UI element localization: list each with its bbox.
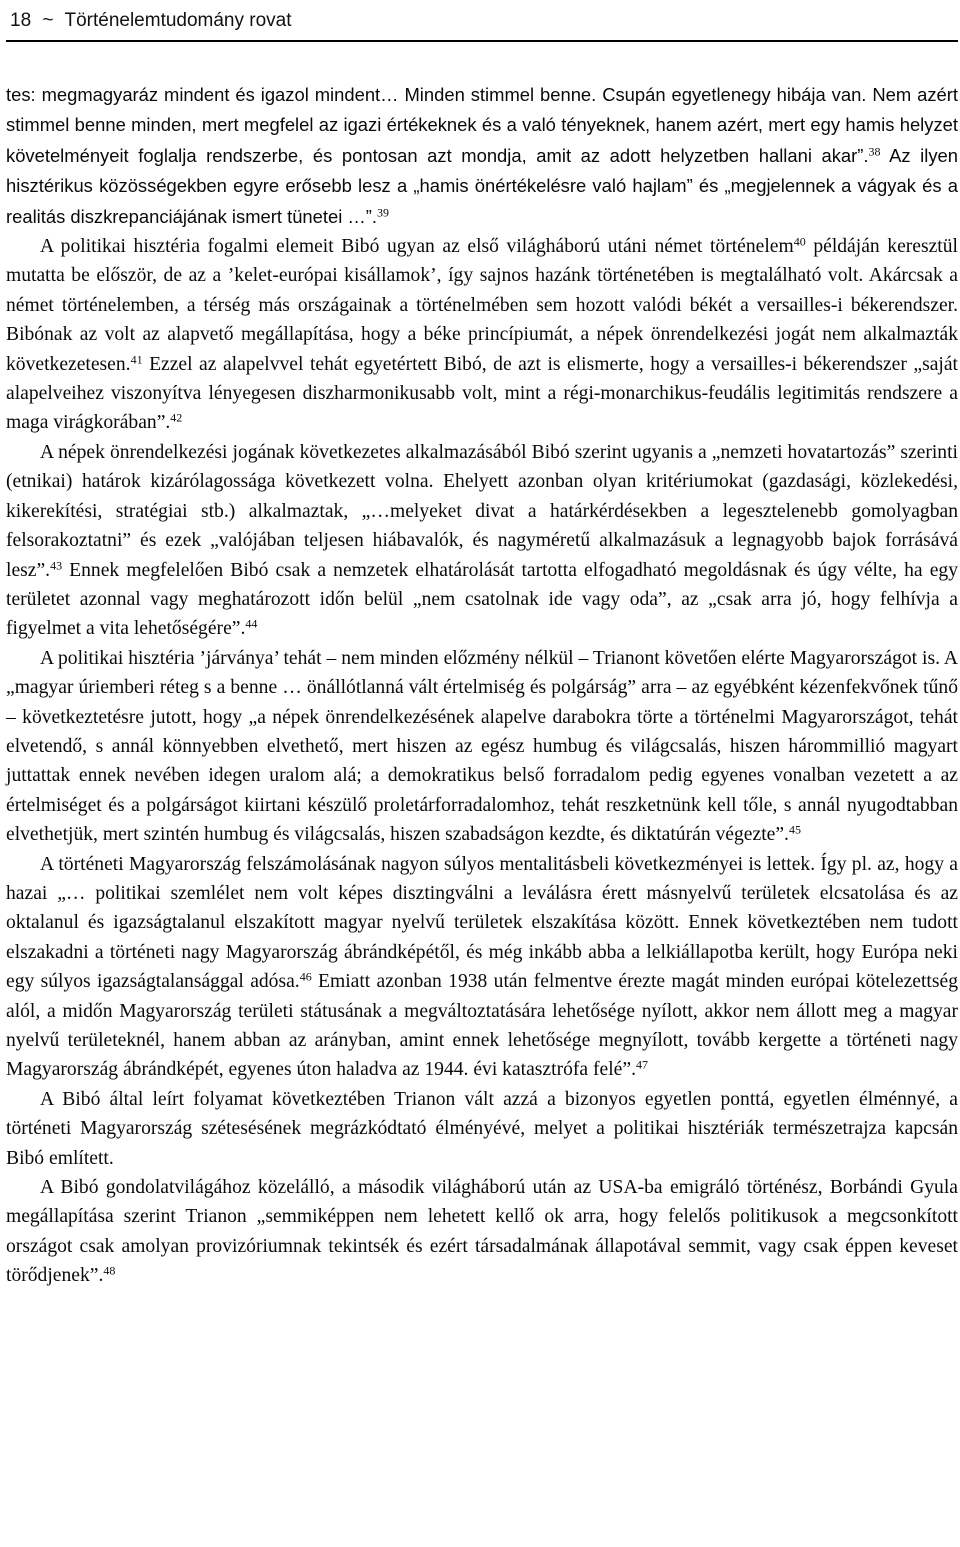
paragraph xyxy=(6,1085,958,1173)
footnote-reference: 41 xyxy=(130,352,143,367)
footnote-reference: 46 xyxy=(299,969,312,984)
footnote-reference: 44 xyxy=(245,616,258,631)
footnote-reference: 40 xyxy=(793,234,806,249)
text-run: A politikai hisztéria fogalmi elemeit Bibó ugyan az első világháború utáni német történelem xyxy=(40,236,794,258)
text-run: A történeti Magyarország felszámolásának nagyon súlyos mentalitásbeli következményei is lettek. Így pl. az, hogy a hazai „… politikai szemlélet nem volt képes disztingválni a leválásra érett másnyelvű területek elcsatolása és az oktalanul és igazságtalanul elszakított magyar nyelvű területek elszakítása között. Ennek következtében nem tudott elszakadni a történeti nagy Magyarország ábrándképétől, és még inkább abba a lelkiállapotba került, hogy Európa neki egy súlyos igazságtalansággal adósa. xyxy=(6,853,958,993)
text-run: A Bibó gondolatvilágához közelálló, a második világháború után az USA-ba emigráló történész, Borbándi Gyula megállapítása szerint Trianon „semmiképpen nem lehetett kellő ok arra, hogy felelős politikusok a megcsonkított országot csak amolyan provizóriumnak tekintsék és ezért társadalmának állapotával semmit, vagy csak éppen keveset törődjenek”. xyxy=(6,1177,958,1287)
article-body xyxy=(6,80,958,1291)
text-run: tes: megmagyaráz mindent és igazol mindent… Minden stimmel benne. Csupán egyetlenegy hibája van. Nem azért stimmel benne minden, mert megfelel az igazi értékeknek és a való tényeknek, hanem azért, mert egy hamis helyzet követelményeit foglalja rendszerbe, és pontosan azt mondja, amit az adott helyzetben hallani akar”. xyxy=(6,84,958,166)
footnote-reference: 45 xyxy=(788,822,801,837)
paragraph xyxy=(6,644,958,850)
paragraph xyxy=(6,850,958,1085)
footnote-reference: 43 xyxy=(50,557,63,572)
header-text xyxy=(10,10,292,32)
footnote-reference: 47 xyxy=(635,1057,648,1072)
text-run: Emiatt azonban 1938 után felmentve érezte magát minden európai kötelezettség alól, a midőn Magyarország területi státusának a megváltoztatására lehetősége nyílott, akkor nem állott meg a magyar nyelvű területeknél, hanem abban az arányban, amint ennek lehetősége megnyílott, tovább kergette a történeti nagy Magyarország ábrándképét, egyenes úton haladva az 1944. évi katasztrófa felé”. xyxy=(6,971,958,1081)
text-run: példáján keresztül mutatta be először, de az a ’kelet-európai kisállamok’, így sajnos hazánk történetében is megtalálható volt. Akárcsak a német történelemben, a térség más országainak a történelmében sem hozott valódi békét a versailles-i békerendszer. Bibónak az volt az alapvető megállapítása, hogy a béke princípiumát, a népek önrendelkezési jogát nem alkalmazták következetesen. xyxy=(6,236,958,375)
running-header xyxy=(6,0,958,42)
text-run: A népek önrendelkezési jogának következetes alkalmazásából Bibó szerint ugyanis a „nemzeti hovatartozás” szerinti (etnikai) határok kizárólagossága következett volna. Ehelyett azonban olyan kritériumokat (gazdasági, közlekedési, kikerekítési, stratégiai stb.) alkalmaztak, „…melyeket divat a határkérdésekben a legesztelenebb gomolyagban felsorakoztatni” és ezek „valójában teljesen hiábavalók, és nagyméretű alkalmazásuk a legnagyobb bajok forrásává lesz”. xyxy=(6,441,958,581)
paragraph xyxy=(6,1173,958,1291)
header-separator: ~ xyxy=(42,10,54,31)
text-run: Ezzel az alapelvvel tehát egyetértett Bibó, de azt is elismerte, hogy a versailles-i békerendszer „saját alapelveihez viszonyítva lényegesen diszharmonikusabb volt, mint a régi-monarchikus-feudális legitimitás rendszere a maga virágkorában”. xyxy=(6,353,958,434)
section-title: Történelemtudomány rovat xyxy=(64,10,292,31)
paragraph xyxy=(6,438,958,644)
footnote-reference: 42 xyxy=(170,410,183,425)
text-run: Az ilyen hisztérikus közösségekben egyre erősebb lesz a „hamis önértékelésre való hajlam” és „megjelennek a vágyak és a realitás diszkrepanciájának ismert tünetei …”. xyxy=(6,144,958,227)
paragraph xyxy=(6,80,958,232)
text-run: A Bibó által leírt folyamat következtében Trianon vált azzá a bizonyos egyetlen ponttá, egyetlen élménnyé, a történeti Magyarország szétesésének megrázkódtató élményévé, melyet a politikai hisztériák természetrajza kapcsán Bibó említett. xyxy=(6,1088,958,1169)
footnote-reference: 38 xyxy=(868,144,881,159)
text-run: Ennek megfelelően Bibó csak a nemzetek elhatárolását tartotta elfogadható megoldásnak és úgy vélte, ha egy területet azonnal vagy meghatározott időn belül „nem csatolnak ide vagy oda”, az „csak arra jó, hogy felhívja a figyelmet a vita lehetőségére”. xyxy=(6,559,958,640)
paragraph xyxy=(6,232,958,438)
footnote-reference: 39 xyxy=(377,205,390,220)
footnote-reference: 48 xyxy=(103,1263,116,1278)
text-run: A politikai hisztéria ’járványa’ tehát – nem minden előzmény nélkül – Trianont követően elérte Magyarországot is. A „magyar úriemberi réteg s a benne … önállótlanná vált értelmiség és polgárság” arra – az egyébként kézenfekvőnek tűnő – következtetésre jutott, hogy „a népek önrendelkezésének alapelve darabokra törte a történelmi Magyarországot, tehát elvetendő, s annál könnyebben elvethető, mert hiszen az egész humbug és világcsalás, hiszen hárommillió magyart juttattak ennek nevében idegen uralom alá; a demokratikus belső forradalom pedig egyenes vonalban vezetett a az értelmiséget és a polgárságot kiirtani készülő proletárforradalomhoz, tehát reszketnünk kell tőle, s annál nyugodtabban elvethetjük, mert szintén humbug és világcsalás, hiszen szabadságon kezdte, és diktatúrán végezte”. xyxy=(6,647,958,846)
page-number: 18 xyxy=(10,10,32,31)
